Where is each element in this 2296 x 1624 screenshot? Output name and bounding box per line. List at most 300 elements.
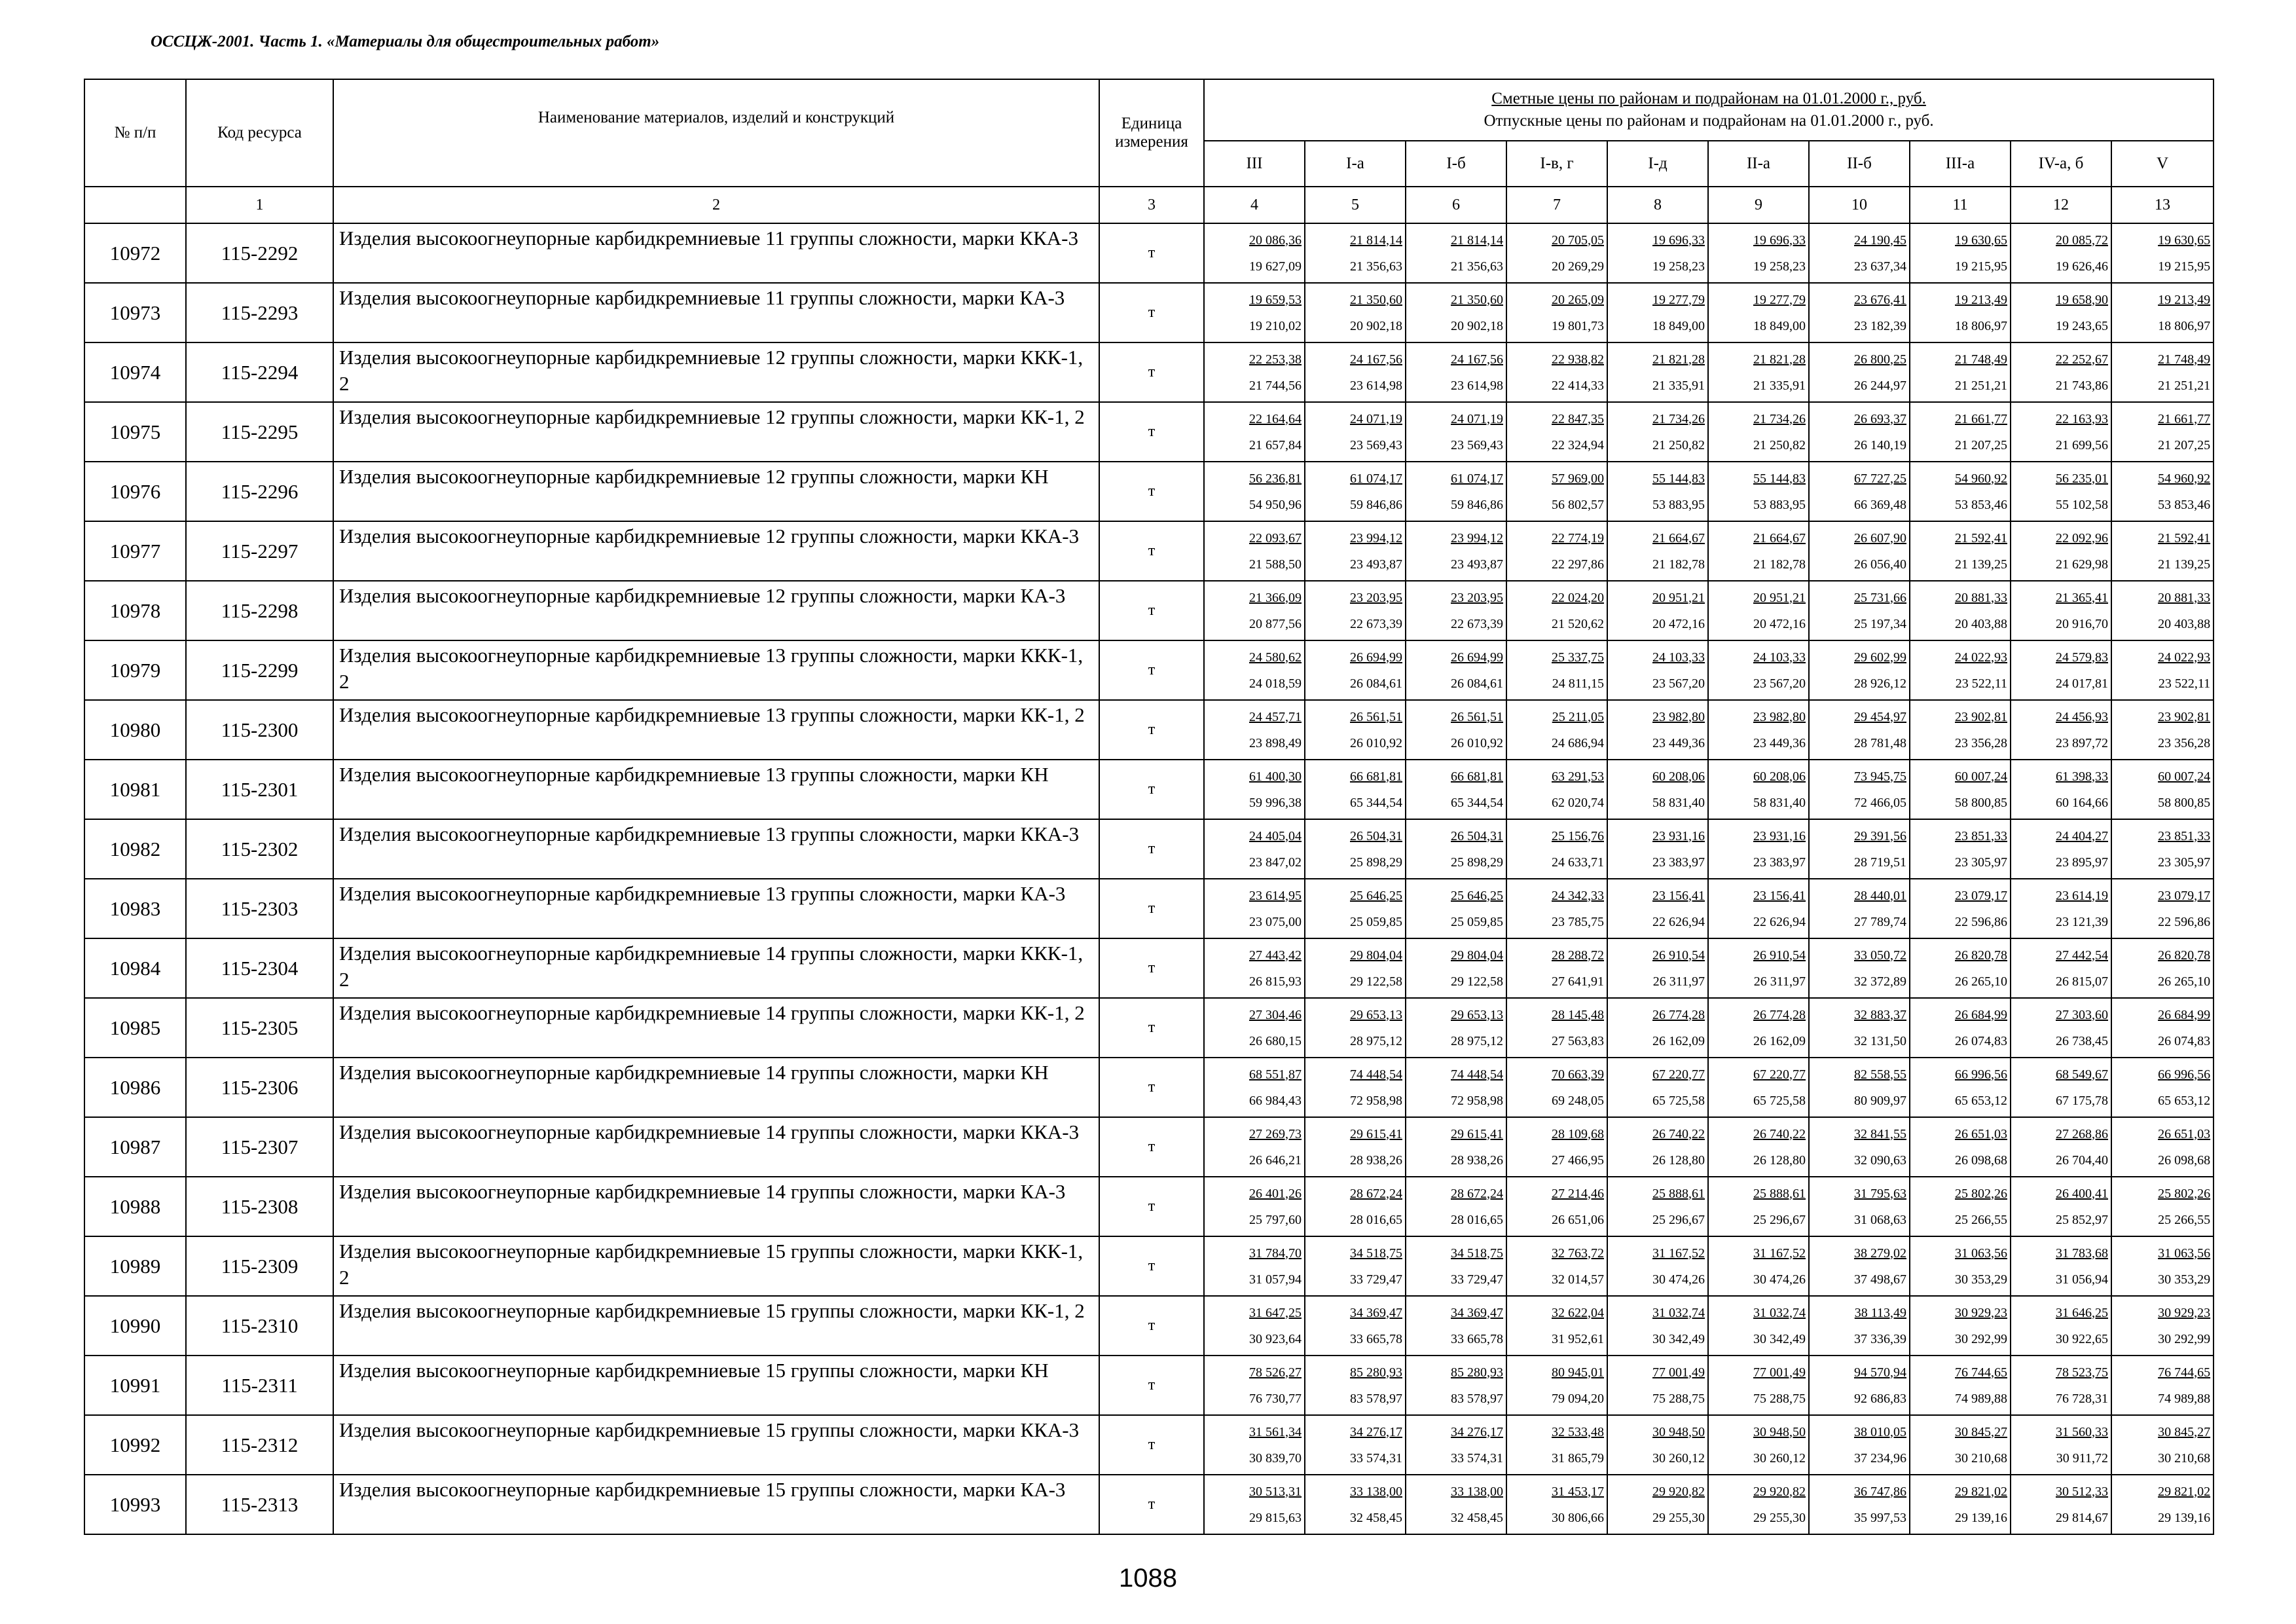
price-cell [1406, 1236, 1506, 1296]
price-cell [1305, 581, 1406, 640]
price-cell [1809, 879, 1910, 938]
release-price: 26 084,61 [1350, 676, 1402, 691]
release-price: 21 520,62 [1552, 616, 1604, 631]
release-price: 21 744,56 [1249, 378, 1302, 393]
release-price: 53 883,95 [1652, 497, 1705, 512]
release-price: 26 265,10 [2158, 974, 2211, 989]
release-price: 33 665,78 [1451, 1331, 1503, 1346]
header-column-number: 13 [2111, 187, 2214, 223]
release-price: 32 458,45 [1350, 1510, 1402, 1525]
material-name: Изделия высокоогнеупорные карбидкремниевые 13 группы сложности, марки КА-3 [333, 879, 1099, 938]
estimate-price: 21 748,49 [2158, 352, 2211, 367]
release-price: 59 996,38 [1249, 795, 1302, 810]
estimate-price: 23 203,95 [1350, 590, 1402, 605]
estimate-price: 24 405,04 [1249, 828, 1302, 843]
estimate-price: 21 365,41 [2056, 590, 2108, 605]
price-cell [1406, 1117, 1506, 1177]
estimate-price: 24 342,33 [1552, 888, 1604, 903]
release-price: 28 016,65 [1451, 1212, 1503, 1227]
estimate-price: 31 032,74 [1753, 1305, 1806, 1320]
release-price: 20 877,56 [1249, 616, 1302, 631]
price-cell [1506, 700, 1607, 760]
price-cell [1406, 402, 1506, 462]
header-column-number: 10 [1809, 187, 1910, 223]
price-cell [1910, 521, 2011, 581]
price-cell [1406, 521, 1506, 581]
price-cell [1809, 760, 1910, 819]
release-price: 30 806,66 [1552, 1510, 1604, 1525]
price-cell [1204, 1356, 1305, 1415]
release-price: 19 243,65 [2056, 318, 2108, 333]
price-cell [2111, 640, 2214, 700]
release-price: 37 234,96 [1854, 1450, 1906, 1466]
material-name: Изделия высокоогнеупорные карбидкремниевые 15 группы сложности, марки КК-1, 2 [333, 1296, 1099, 1356]
material-name: Изделия высокоогнеупорные карбидкремниевые 15 группы сложности, марки КН [333, 1356, 1099, 1415]
row-number: 10975 [84, 402, 186, 462]
resource-code: 115-2293 [186, 283, 333, 342]
release-price: 26 311,97 [1753, 974, 1806, 989]
estimate-price: 24 103,33 [1652, 650, 1705, 665]
release-price: 35 997,53 [1854, 1510, 1906, 1525]
release-price: 65 344,54 [1451, 795, 1503, 810]
release-price: 21 251,21 [2158, 378, 2211, 393]
unit-of-measure: т [1099, 1356, 1204, 1415]
price-cell [1910, 1296, 2011, 1356]
release-price: 66 369,48 [1854, 497, 1906, 512]
price-cell [1607, 1117, 1708, 1177]
price-cell [1506, 1058, 1607, 1117]
release-price: 30 342,49 [1753, 1331, 1806, 1346]
price-cell [1506, 462, 1607, 521]
price-cell [1406, 819, 1506, 879]
release-price: 31 057,94 [1249, 1272, 1302, 1287]
estimate-price: 25 888,61 [1652, 1186, 1705, 1201]
estimate-price: 27 443,42 [1249, 948, 1302, 963]
price-cell [2111, 342, 2214, 402]
release-price: 32 372,89 [1854, 974, 1906, 989]
price-cell [1406, 640, 1506, 700]
header-region: III [1204, 141, 1305, 187]
estimate-price: 31 795,63 [1854, 1186, 1906, 1201]
price-cell [1305, 283, 1406, 342]
price-cell [1406, 760, 1506, 819]
estimate-price: 34 369,47 [1350, 1305, 1402, 1320]
price-cell [1305, 819, 1406, 879]
release-price: 23 898,49 [1249, 735, 1302, 750]
release-price: 23 383,97 [1753, 855, 1806, 870]
release-price: 21 139,25 [2158, 557, 2211, 572]
estimate-price: 82 558,55 [1854, 1067, 1906, 1082]
price-cell [1305, 640, 1406, 700]
estimate-price: 22 093,67 [1249, 530, 1302, 545]
table-row [84, 521, 2214, 581]
estimate-price: 32 763,72 [1552, 1246, 1604, 1261]
header-column-number: 11 [1910, 187, 2011, 223]
price-cell [1305, 1475, 1406, 1534]
estimate-price: 61 400,30 [1249, 769, 1302, 784]
price-cell [2011, 938, 2111, 998]
price-cell [1809, 283, 1910, 342]
row-number: 10972 [84, 223, 186, 283]
release-price: 31 952,61 [1552, 1331, 1604, 1346]
release-price: 65 653,12 [1955, 1093, 2007, 1108]
resource-code: 115-2300 [186, 700, 333, 760]
price-cell [1910, 1236, 2011, 1296]
price-cell [1305, 1117, 1406, 1177]
price-cell [1406, 700, 1506, 760]
estimate-price: 24 580,62 [1249, 650, 1302, 665]
estimate-price: 85 280,93 [1350, 1365, 1402, 1380]
table-row [84, 1058, 2214, 1117]
price-cell [2111, 819, 2214, 879]
release-price: 65 653,12 [2158, 1093, 2211, 1108]
estimate-price: 31 032,74 [1652, 1305, 1705, 1320]
release-price: 30 292,99 [2158, 1331, 2211, 1346]
resource-code: 115-2307 [186, 1117, 333, 1177]
release-price: 37 336,39 [1854, 1331, 1906, 1346]
release-price: 28 781,48 [1854, 735, 1906, 750]
price-cell [1809, 402, 1910, 462]
estimate-price: 32 883,37 [1854, 1007, 1906, 1022]
release-price: 21 699,56 [2056, 437, 2108, 452]
estimate-price: 30 929,23 [2158, 1305, 2211, 1320]
table-row [84, 700, 2214, 760]
estimate-price: 23 931,16 [1652, 828, 1705, 843]
estimate-price: 19 277,79 [1652, 292, 1705, 307]
estimate-price: 26 800,25 [1854, 352, 1906, 367]
release-price: 26 738,45 [2056, 1033, 2108, 1048]
estimate-price: 31 167,52 [1652, 1246, 1705, 1261]
price-cell [1506, 581, 1607, 640]
estimate-price: 29 821,02 [2158, 1484, 2211, 1499]
header-region: IV-а, б [2011, 141, 2111, 187]
price-cell [1607, 938, 1708, 998]
price-cell [1708, 223, 1809, 283]
price-cell [1607, 1058, 1708, 1117]
price-cell [1406, 223, 1506, 283]
estimate-price: 29 920,82 [1753, 1484, 1806, 1499]
resource-code: 115-2306 [186, 1058, 333, 1117]
header-column-number: 12 [2011, 187, 2111, 223]
price-cell [1910, 700, 2011, 760]
material-name: Изделия высокоогнеупорные карбидкремниевые 15 группы сложности, марки КА-3 [333, 1475, 1099, 1534]
release-price: 21 356,63 [1350, 259, 1402, 274]
estimate-price: 23 079,17 [2158, 888, 2211, 903]
estimate-price: 33 138,00 [1350, 1484, 1402, 1499]
price-cell [1607, 998, 1708, 1058]
release-price: 69 248,05 [1552, 1093, 1604, 1108]
release-price: 20 403,88 [2158, 616, 2211, 631]
estimate-price: 31 453,17 [1552, 1484, 1604, 1499]
estimate-price: 30 845,27 [1955, 1424, 2007, 1439]
material-name: Изделия высокоогнеупорные карбидкремниевые 14 группы сложности, марки ККА-3 [333, 1117, 1099, 1177]
unit-of-measure: т [1099, 1296, 1204, 1356]
estimate-price: 34 518,75 [1350, 1246, 1402, 1261]
price-cell [1204, 402, 1305, 462]
release-price: 28 938,26 [1350, 1153, 1402, 1168]
estimate-price: 21 821,28 [1753, 352, 1806, 367]
release-price: 26 010,92 [1451, 735, 1503, 750]
estimate-price: 27 268,86 [2056, 1126, 2108, 1141]
header-region: II-б [1809, 141, 1910, 187]
estimate-price: 24 456,93 [2056, 709, 2108, 724]
release-price: 25 898,29 [1350, 855, 1402, 870]
price-cell [1305, 1236, 1406, 1296]
release-price: 22 626,94 [1652, 914, 1705, 929]
estimate-price: 30 513,31 [1249, 1484, 1302, 1499]
estimate-price: 20 265,09 [1552, 292, 1604, 307]
estimate-price: 30 929,23 [1955, 1305, 2007, 1320]
release-price: 23 305,97 [2158, 855, 2211, 870]
estimate-price: 22 847,35 [1552, 411, 1604, 426]
release-price: 58 800,85 [2158, 795, 2211, 810]
estimate-price: 23 982,80 [1652, 709, 1705, 724]
price-cell [1406, 283, 1506, 342]
estimate-price: 27 304,46 [1249, 1007, 1302, 1022]
release-price: 62 020,74 [1552, 795, 1604, 810]
row-number: 10973 [84, 283, 186, 342]
estimate-price: 19 658,90 [2056, 292, 2108, 307]
table-row [84, 283, 2214, 342]
estimate-price: 80 945,01 [1552, 1365, 1604, 1380]
estimate-price: 20 086,36 [1249, 232, 1302, 248]
price-cell [2011, 640, 2111, 700]
release-price: 26 074,83 [2158, 1033, 2211, 1048]
price-cell [1305, 1058, 1406, 1117]
release-price: 21 182,78 [1753, 557, 1806, 572]
estimate-price: 30 948,50 [1652, 1424, 1705, 1439]
release-price: 32 458,45 [1451, 1510, 1503, 1525]
price-cell [1204, 1117, 1305, 1177]
price-cell [1708, 700, 1809, 760]
price-cell [1708, 640, 1809, 700]
estimate-price: 67 220,77 [1753, 1067, 1806, 1082]
resource-code: 115-2310 [186, 1296, 333, 1356]
price-cell [1910, 342, 2011, 402]
unit-of-measure: т [1099, 1058, 1204, 1117]
price-cell [1204, 1415, 1305, 1475]
release-price: 25 797,60 [1249, 1212, 1302, 1227]
header-column-number: 5 [1305, 187, 1406, 223]
estimate-price: 26 820,78 [2158, 948, 2211, 963]
release-price: 55 102,58 [2056, 497, 2108, 512]
release-price: 21 657,84 [1249, 437, 1302, 452]
header-prices-release: Отпускные цены по районам и подрайонам на 01.01.2000 г., руб. [1484, 112, 1934, 130]
header-column-number: 4 [1204, 187, 1305, 223]
estimate-price: 28 145,48 [1552, 1007, 1604, 1022]
estimate-price: 54 960,92 [1955, 471, 2007, 486]
estimate-price: 60 208,06 [1652, 769, 1705, 784]
resource-code: 115-2309 [186, 1236, 333, 1296]
estimate-price: 76 744,65 [1955, 1365, 2007, 1380]
release-price: 30 922,65 [2056, 1331, 2108, 1346]
release-price: 33 574,31 [1451, 1450, 1503, 1466]
estimate-price: 29 653,13 [1350, 1007, 1402, 1022]
resource-code: 115-2299 [186, 640, 333, 700]
price-cell [1204, 640, 1305, 700]
price-cell [1708, 998, 1809, 1058]
release-price: 23 637,34 [1854, 259, 1906, 274]
row-number: 10993 [84, 1475, 186, 1534]
release-price: 21 250,82 [1753, 437, 1806, 452]
resource-code: 115-2296 [186, 462, 333, 521]
estimate-price: 77 001,49 [1652, 1365, 1705, 1380]
release-price: 23 897,72 [2056, 735, 2108, 750]
release-price: 65 725,58 [1652, 1093, 1705, 1108]
price-cell [1809, 819, 1910, 879]
release-price: 21 743,86 [2056, 378, 2108, 393]
estimate-price: 60 208,06 [1753, 769, 1806, 784]
release-price: 25 197,34 [1854, 616, 1906, 631]
estimate-price: 30 512,33 [2056, 1484, 2108, 1499]
estimate-price: 29 615,41 [1451, 1126, 1503, 1141]
estimate-price: 20 881,33 [2158, 590, 2211, 605]
estimate-price: 66 681,81 [1350, 769, 1402, 784]
price-cell [1406, 581, 1506, 640]
price-cell [1506, 283, 1607, 342]
price-cell [2111, 1415, 2214, 1475]
header-region: I-д [1607, 141, 1708, 187]
estimate-price: 60 007,24 [2158, 769, 2211, 784]
estimate-price: 23 982,80 [1753, 709, 1806, 724]
release-price: 20 403,88 [1955, 616, 2007, 631]
estimate-price: 24 457,71 [1249, 709, 1302, 724]
release-price: 30 260,12 [1753, 1450, 1806, 1466]
resource-code: 115-2304 [186, 938, 333, 998]
price-cell [1708, 879, 1809, 938]
price-cell [1204, 462, 1305, 521]
price-cell [1708, 1236, 1809, 1296]
release-price: 21 207,25 [1955, 437, 2007, 452]
price-cell [1708, 1296, 1809, 1356]
price-cell [1506, 640, 1607, 700]
material-name: Изделия высокоогнеупорные карбидкремниевые 15 группы сложности, марки ККА-3 [333, 1415, 1099, 1475]
estimate-price: 28 288,72 [1552, 948, 1604, 963]
price-cell [2011, 283, 2111, 342]
price-cell [1204, 1058, 1305, 1117]
resource-code: 115-2302 [186, 819, 333, 879]
unit-of-measure: т [1099, 521, 1204, 581]
estimate-price: 26 774,28 [1753, 1007, 1806, 1022]
estimate-price: 25 156,76 [1552, 828, 1604, 843]
price-cell [2111, 1356, 2214, 1415]
estimate-price: 23 614,95 [1249, 888, 1302, 903]
price-cell [1708, 760, 1809, 819]
release-price: 23 614,98 [1350, 378, 1402, 393]
release-price: 20 472,16 [1753, 616, 1806, 631]
release-price: 26 098,68 [2158, 1153, 2211, 1168]
table-row [84, 462, 2214, 521]
release-price: 54 950,96 [1249, 497, 1302, 512]
estimate-price: 26 684,99 [2158, 1007, 2211, 1022]
material-name: Изделия высокоогнеупорные карбидкремниевые 13 группы сложности, марки КК-1, 2 [333, 700, 1099, 760]
price-cell [1809, 1058, 1910, 1117]
estimate-price: 33 050,72 [1854, 948, 1906, 963]
release-price: 23 305,97 [1955, 855, 2007, 870]
release-price: 29 255,30 [1753, 1510, 1806, 1525]
estimate-price: 66 996,56 [2158, 1067, 2211, 1082]
price-cell [2011, 402, 2111, 462]
resource-code: 115-2298 [186, 581, 333, 640]
header-code: Код ресурса [186, 79, 333, 187]
unit-of-measure: т [1099, 1475, 1204, 1534]
release-price: 23 567,20 [1753, 676, 1806, 691]
release-price: 59 846,86 [1451, 497, 1503, 512]
price-cell [1506, 1177, 1607, 1236]
release-price: 30 292,99 [1955, 1331, 2007, 1346]
release-price: 26 646,21 [1249, 1153, 1302, 1168]
estimate-price: 25 888,61 [1753, 1186, 1806, 1201]
estimate-price: 31 561,34 [1249, 1424, 1302, 1439]
price-cell [1809, 640, 1910, 700]
price-cell [1607, 1296, 1708, 1356]
release-price: 23 493,87 [1350, 557, 1402, 572]
table-row [84, 1415, 2214, 1475]
estimate-price: 22 938,82 [1552, 352, 1604, 367]
release-price: 30 342,49 [1652, 1331, 1705, 1346]
estimate-price: 21 734,26 [1652, 411, 1705, 426]
price-cell [1910, 998, 2011, 1058]
estimate-price: 29 615,41 [1350, 1126, 1402, 1141]
price-cell [1910, 879, 2011, 938]
price-cell [2111, 283, 2214, 342]
price-cell [1406, 998, 1506, 1058]
release-price: 33 665,78 [1350, 1331, 1402, 1346]
release-price: 30 260,12 [1652, 1450, 1705, 1466]
unit-of-measure: т [1099, 223, 1204, 283]
release-price: 28 975,12 [1451, 1033, 1503, 1048]
price-cell [1506, 223, 1607, 283]
release-price: 19 210,02 [1249, 318, 1302, 333]
price-cell [1506, 760, 1607, 819]
price-cell [2111, 1117, 2214, 1177]
release-price: 29 122,58 [1451, 974, 1503, 989]
price-cell [2011, 879, 2111, 938]
release-price: 25 059,85 [1350, 914, 1402, 929]
unit-of-measure: т [1099, 879, 1204, 938]
table-row [84, 223, 2214, 283]
unit-of-measure: т [1099, 1117, 1204, 1177]
price-cell [1809, 223, 1910, 283]
price-cell [1506, 342, 1607, 402]
price-cell [2111, 402, 2214, 462]
material-name: Изделия высокоогнеупорные карбидкремниевые 12 группы сложности, марки ККА-3 [333, 521, 1099, 581]
header-name: Наименование материалов, изделий и конструкций [333, 79, 1099, 187]
estimate-price: 21 814,14 [1451, 232, 1503, 248]
release-price: 92 686,83 [1854, 1391, 1906, 1406]
estimate-price: 26 684,99 [1955, 1007, 2007, 1022]
release-price: 37 498,67 [1854, 1272, 1906, 1287]
estimate-price: 70 663,39 [1552, 1067, 1604, 1082]
estimate-price: 21 661,77 [1955, 411, 2007, 426]
estimate-price: 36 747,86 [1854, 1484, 1906, 1499]
row-number: 10986 [84, 1058, 186, 1117]
release-price: 22 626,94 [1753, 914, 1806, 929]
estimate-price: 21 350,60 [1350, 292, 1402, 307]
price-cell [1305, 1415, 1406, 1475]
release-price: 22 297,86 [1552, 557, 1604, 572]
price-cell [1607, 402, 1708, 462]
price-cell [2111, 700, 2214, 760]
estimate-price: 31 560,33 [2056, 1424, 2108, 1439]
release-price: 23 614,98 [1451, 378, 1503, 393]
estimate-price: 56 236,81 [1249, 471, 1302, 486]
estimate-price: 78 526,27 [1249, 1365, 1302, 1380]
estimate-price: 24 022,93 [1955, 650, 2007, 665]
release-price: 23 895,97 [2056, 855, 2108, 870]
material-name: Изделия высокоогнеупорные карбидкремниевые 13 группы сложности, марки ККА-3 [333, 819, 1099, 879]
estimate-price: 24 579,83 [2056, 650, 2108, 665]
